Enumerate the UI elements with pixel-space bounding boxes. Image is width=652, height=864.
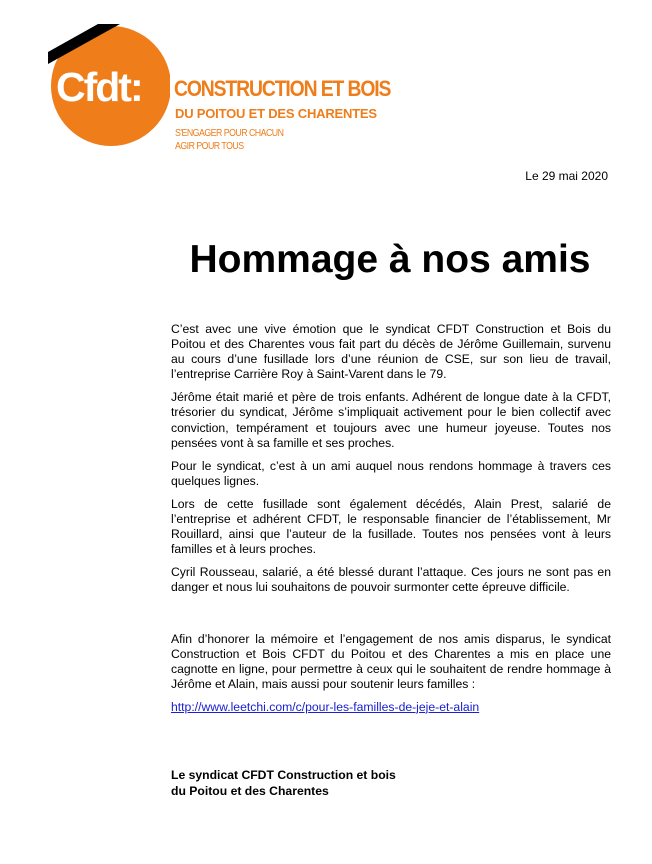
paragraph: Cyril Rousseau, salarié, a été blessé durant l’attaque. Ces jours ne sont pas en danger et nous lui souhaitons de pouvoir surmonter cette épreuve difficile. xyxy=(171,565,611,595)
paragraph: Pour le syndicat, c’est à un ami auquel nous rendons hommage à travers ces quelques lignes. xyxy=(171,458,611,488)
paragraph: C’est avec une vive émotion que le syndicat CFDT Construction et Bois du Poitou et des Charentes vous fait part du décès de Jérôme Guillemain, survenu au cours d’une fusillade lors d’une réunion de CSE, sur son lieu de travail, l’entreprise Carrière Roy à Saint-Varent dans le 79. xyxy=(171,322,611,382)
paragraph: Jérôme était marié et père de trois enfants. Adhérent de longue date à la CFDT, trésorier du syndicat, Jérôme s’impliquait activement pour le bien collectif avec conviction, tempérament et toujours avec une humeur joyeuse. Toutes nos pensées vont à sa famille et ses proches. xyxy=(171,390,611,450)
tagline-line-2: AGIR POUR TOUS xyxy=(175,141,244,152)
org-name: CONSTRUCTION ET BOIS xyxy=(174,76,391,101)
fundraiser-link[interactable]: http://www.leetchi.com/c/pour-les-familles-de-jeje-et-alain xyxy=(171,699,480,714)
letter-body xyxy=(171,322,611,723)
link-paragraph xyxy=(171,700,611,715)
signature xyxy=(171,767,396,799)
logo-text: Cfdt: xyxy=(56,64,142,110)
cfdt-logo xyxy=(48,24,170,146)
letter-date: Le 29 mai 2020 xyxy=(525,169,608,183)
tagline-line-1: S'ENGAGER POUR CHACUN xyxy=(175,128,284,139)
signature-line-2: du Poitou et des Charentes xyxy=(171,784,329,798)
page-title: Hommage à nos amis xyxy=(189,238,591,281)
signature-line-1: Le syndicat CFDT Construction et bois xyxy=(171,768,396,782)
tagline xyxy=(175,127,283,153)
paragraph: Afin d’honorer la mémoire et l’engagement de nos amis disparus, le syndicat Construction et Bois CFDT du Poitou et des Charentes a mis en place une cagnotte en ligne, pour permettre à ceux qui le souhaitent de rendre hommage à Jérôme et Alain, mais aussi pour soutenir leurs familles : xyxy=(171,631,611,691)
paragraph: Lors de cette fusillade sont également décédés, Alain Prest, salarié de l’entreprise et adhérent CFDT, le responsable financier de l’établissement, Mr Rouillard, ainsi que l’auteur de la fusillade. Toutes nos pensées vont à leurs familles et à leurs proches. xyxy=(171,496,611,557)
org-region: DU POITOU ET DES CHARENTES xyxy=(175,106,377,121)
